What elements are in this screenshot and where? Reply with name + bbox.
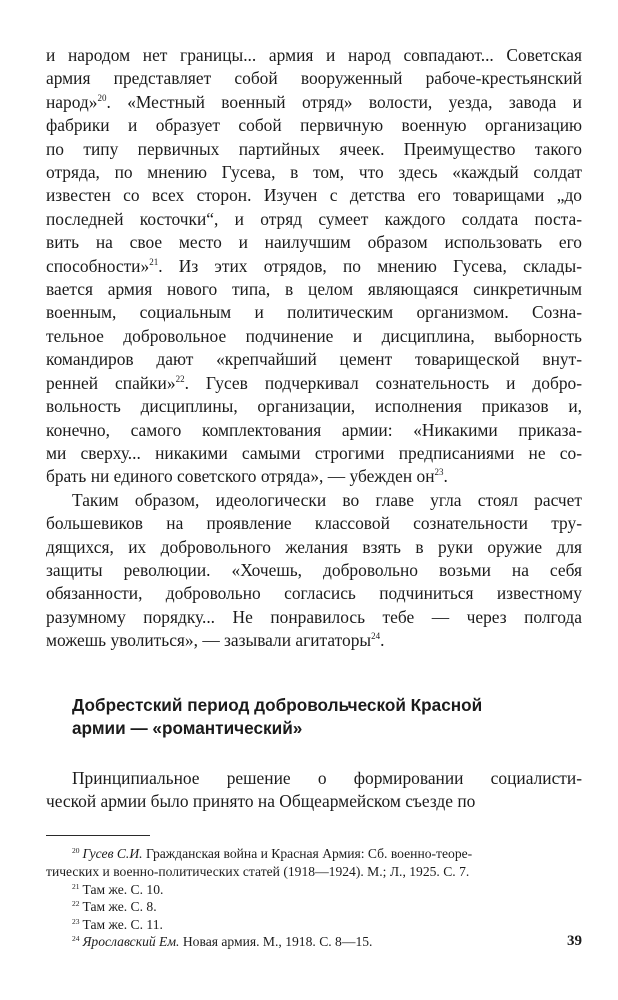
text-line: командиров дают «крепчайший цемент товарищеской внут-	[46, 349, 582, 370]
text-line: фабрики и образует собой первичную военную организацию	[46, 115, 582, 136]
text-line: армия представляет собой вооруженный рабоче-крестьянский	[46, 68, 582, 89]
footnote-23: $^{23}$ Там же. С. 11.	[72, 916, 163, 932]
text-line: конечно, самого комплектования армии: «Никакими приказа-	[46, 419, 582, 440]
footnote-ref-22[interactable]: 22	[175, 373, 185, 384]
text-line: большевиков на проявление классовой сознательности тру-	[46, 513, 582, 534]
text-line: ческой армии было принято на Общеармейском съезде по	[46, 790, 476, 811]
text-line: обязанности, добровольно согласись подчиниться известному	[46, 583, 582, 604]
page-number: 39	[567, 933, 582, 949]
footnotes	[46, 845, 582, 951]
text-line: вольность дисциплины, организации, исполнения приказов и,	[46, 396, 582, 417]
heading-line: Добрестский период добровольческой Красной	[72, 694, 483, 715]
text-line: способности»$^{21}$. Из этих отрядов, по мнению Гусева, склады-	[46, 255, 582, 276]
footnote-ref-20[interactable]: 20	[97, 92, 107, 103]
text-line: защиты революции. «Хочешь, добровольно возьми на себя	[46, 559, 582, 580]
footnote-21: $^{21}$ Там же. С. 10.	[72, 881, 164, 897]
text-line: Принципиальное решение о формировании социалисти-	[72, 767, 582, 788]
text-line: дящихся, их добровольного желания взять в руки оружие для	[46, 536, 582, 557]
paragraph-3	[46, 767, 582, 814]
text-line: Таким образом, идеологически во главе угла стоял расчет	[72, 489, 582, 510]
paragraph-2	[46, 489, 582, 653]
book-page	[46, 44, 582, 951]
text-line: ми сверху... никакими самыми строгими предписаниями не со-	[46, 442, 582, 463]
footnote-ref-23[interactable]: 23	[434, 467, 444, 478]
text-line: можешь уволиться», — зазывали агитаторы$^{24}$.	[46, 630, 385, 651]
text-line: ренней спайки»$^{22}$. Гусев подчеркивал сознательность и добро-	[46, 372, 583, 393]
text-line: тельное добровольное подчинение и дисциплина, выборность	[46, 325, 582, 346]
text-line: разумному порядку... Не понравилось тебе — через полгода	[46, 606, 582, 627]
heading-line: армии — «романтический»	[72, 718, 303, 739]
text-line: и народом нет границы... армия и народ совпадают... Советская	[46, 45, 582, 65]
footnote-20-cont: тических и военно-политических статей (1918—1924). М.; Л., 1925. С. 7.	[46, 863, 470, 879]
footnote-20: $^{20}$ Гусев С.И. Гражданская война и Красная Армия: Сб. военно-теоре-	[72, 846, 473, 862]
paragraph-1	[46, 44, 582, 489]
footnote-ref-24[interactable]: 24	[371, 631, 381, 642]
text-line: вается армия нового типа, в целом являющаяся синкретичным	[46, 279, 582, 300]
text-line: военным, социальным и политическим организмом. Созна-	[46, 302, 582, 323]
footnote-divider	[46, 835, 150, 836]
footnote-ref-21[interactable]: 21	[149, 256, 159, 267]
text-line: известен со всех сторон. Изучен с детства его товарищами „до	[46, 185, 582, 206]
text-line: народ»$^{20}$. «Местный военный отряд» волости, уезда, завода и	[46, 91, 582, 112]
text-line: по типу первичных партийных ячеек. Преимущество такого	[46, 138, 582, 159]
text-line: брать ни единого советского отряда», — убежден $он^{23}$.	[46, 466, 448, 487]
text-line: отряда, по мнению Гусева, в том, что здесь «каждый солдат	[46, 162, 582, 183]
footnote-24: $^{24}$ Ярославский Ем. Новая армия. М., 1918. С. 8—15.	[72, 934, 373, 950]
section-heading	[46, 694, 582, 741]
text-line: вить на свое место и наилучшим образом использовать его	[46, 232, 582, 253]
footnote-22: $^{22}$ Там же. С. 8.	[72, 899, 157, 915]
text-line: последней косточки“, и отряд сумеет каждого солдата поста-	[46, 208, 582, 229]
